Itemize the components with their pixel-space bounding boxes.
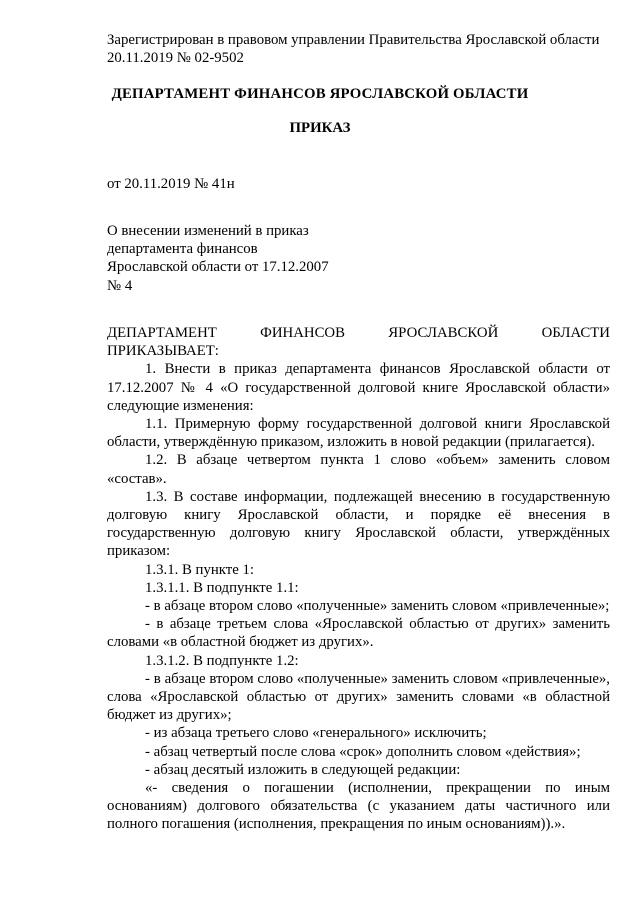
subject-line: О внесении изменений в приказ xyxy=(107,223,309,239)
paragraph: 1. Внести в приказ департамента финансов Ярославской области от 17.12.2007 № 4 «О государственной долговой книге Ярославской области» следующие изменения: xyxy=(107,361,610,414)
document-type-heading: ПРИКАЗ xyxy=(289,120,351,136)
paragraph: - абзац десятый изложить в следующей редакции: xyxy=(145,761,461,778)
department-heading: ДЕПАРТАМЕНТ ФИНАНСОВ ЯРОСЛАВСКОЙ ОБЛАСТИ xyxy=(111,86,529,102)
paragraph: - абзац четвертый после слова «срок» дополнить словом «действия»; xyxy=(145,743,581,760)
subject-line: департамента финансов xyxy=(107,241,258,258)
subject-line: № 4 xyxy=(107,277,133,294)
paragraph: - в абзаце втором слово «полученные» заменить словом «привлеченные»; xyxy=(145,598,610,615)
preamble-line-2: ПРИКАЗЫВАЕТ: xyxy=(107,343,219,360)
order-subject xyxy=(107,222,329,295)
paragraph: 1.3.1.1. В подпункте 1.1: xyxy=(145,579,299,596)
paragraph: - в абзаце третьем слова «Ярославской областью от других» заменить словами «в областной бюджет из других». xyxy=(107,616,610,651)
registration-line-1: Зарегистрирован в правовом управлении Правительства Ярославской области xyxy=(107,32,600,48)
paragraph: 1.3.1. В пункте 1: xyxy=(145,561,255,578)
order-body xyxy=(107,324,610,834)
preamble-line-1: ДЕПАРТАМЕНТ ФИНАНСОВ ЯРОСЛАВСКОЙ ОБЛАСТИ xyxy=(107,325,610,341)
registration-note xyxy=(107,31,599,67)
order-date-number: от 20.11.2019 № 41н xyxy=(107,176,235,192)
paragraph: 1.2. В абзаце четвертом пункта 1 слово «объем» заменить словом «состав». xyxy=(107,452,610,487)
paragraph: - в абзаце втором слово «полученные» заменить словом «привлеченные», слова «Ярославской областью от других» заменить словами «в областной бюджет из других»; xyxy=(107,670,610,724)
registration-line-2: 20.11.2019 № 02-9502 xyxy=(107,50,244,66)
paragraph: 1.3. В составе информации, подлежащей внесению в государственную долговую книгу Ярославской области, и порядке её внесения в государственную долговую книгу Ярославской области, утверждённых приказом: xyxy=(107,488,610,560)
paragraph: - из абзаца третьего слово «генерального» исключить; xyxy=(145,725,487,742)
paragraph: «- сведения о погашении (исполнении, прекращении по иным основаниям) долгового обязательства (с указанием даты частичного или полного погашения (исполнения, прекращения по иным основаниям)).». xyxy=(107,780,610,833)
subject-line: Ярославской области от 17.12.2007 xyxy=(107,259,329,276)
paragraph: 1.3.1.2. В подпункте 1.2: xyxy=(145,652,299,669)
paragraph: 1.1. Примерную форму государственной долговой книги Ярославской области, утверждённую приказом, изложить в новой редакции (прилагается). xyxy=(107,416,610,451)
